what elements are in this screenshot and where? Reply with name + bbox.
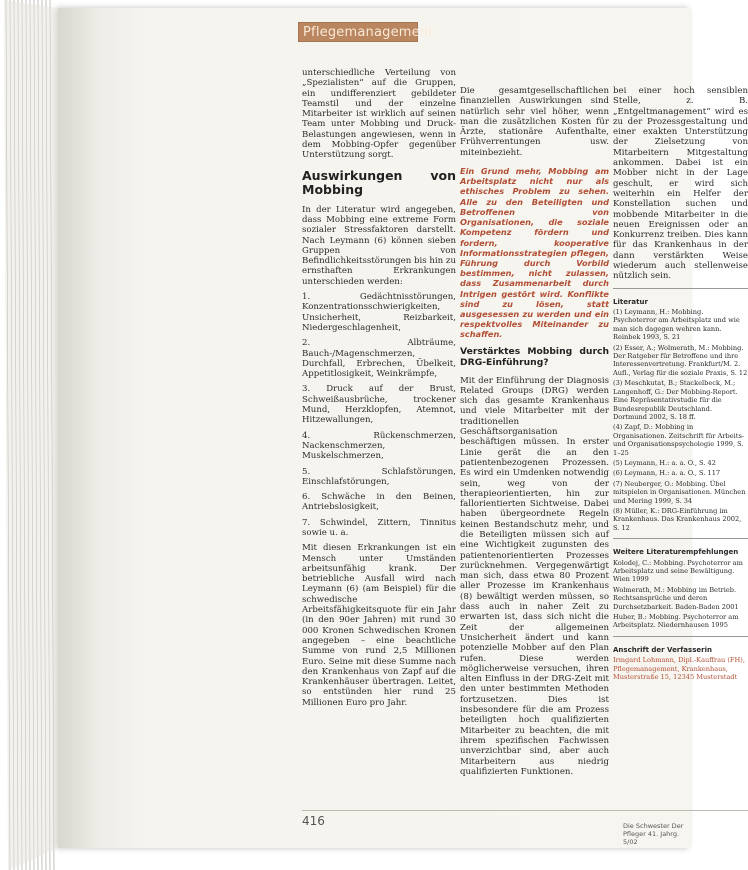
pull-quote: Ein Grund mehr, Mobbing am Arbeitsplatz nicht nur als ethisches Problem zu sehen. Alle zu den Beteiligten und Betroffenen von Organisationen, die soziale Kompetenz fördern und fordern, kooperative Informationsstrategien pflegen, Führung durch Vorbild bestimmen, nicht zulassen, dass Zusammenarbeit durch Intrigen gestört wird. Konflikte sind zu lösen, statt ausgesessen zu werden und ein respektvolles Miteinander zu schaffen. [460,166,609,340]
page-stack-edges [0,0,120,870]
heading-auswirkungen: Auswirkungen von Mobbing [302,167,456,197]
further-item: Kolodej, C.: Mobbing. Psychoterror am Arbeitsplatz und seine Bewältigung. Wien 1999 [613,558,743,584]
reference-item: (4) Zapf, D.: Mobbing in Organisationen. Zeitschrift für Arbeits- und Organisationspsychologie 1999, S. 1–25 [613,423,745,457]
footer-rule [302,810,748,811]
author-box [613,636,748,682]
list-item: 4. Rückenschmerzen, Nackenschmerzen, Muskelschmerzen, [302,430,456,462]
col2-paragraph-1: Die gesamtgesellschaftlichen finanziellen Auswirkungen sind natürlich sehr viel höher, wenn man die zusätzlichen Kosten für Ärzte, stationäre Aufenthalte, Frühverrentungen usw. miteinbezieht. [460,86,609,158]
author-label: Anschrift der Verfasserin [613,645,712,654]
list-item: 3. Druck auf der Brust, Schweißausbrüche, trockener Mund, Herzklopfen, Atemnot, Hitzewallungen, [302,384,456,426]
col1-paragraph-1: In der Literatur wird angegeben, dass Mobbing eine extreme Form sozialer Stressfaktoren darstellt. Nach Leymann (6) können sieben Gruppen von Befindlichkeitsstörungen bis hin zu ernsthaften Erkrankungen unterschieden werden: [302,204,456,287]
section-banner [298,22,434,42]
heading-drg: Verstärktes Mobbing durch DRG-Einführung? [460,345,609,368]
col3-paragraph-1: bei einer hoch sensiblen Stelle, z. B. „Entgeltmanagement“ wird es zu der Prozessgestaltung und einer exakten Unterstützung der Zielsetzung von Mitarbeitern Mitgestaltung ankommen. Dabei ist ein Mobber nicht in der Lage geschult, er wird sich weiterhin ein Helfer der Konstellation suchen und mobbende Mitarbeiter in die neuen Ereignissen oder an Konkurrenz treiben. Dies kann für das Krankenhaus in der dann verstärkten Weise wiederum auch stellenweise nützlich sein. [613,86,748,282]
symptom-list [302,292,456,538]
list-item: 6. Schwäche in den Beinen, Antriebslosigkeit, [302,492,456,513]
references-label: Literatur [613,297,648,306]
author-address: Irmgard Lohmann, Dipl.-Kauffrau (FH), Pflegemanagement, Krankenhaus, Musterstraße 15, 12345 Musterstadt [613,656,745,682]
column-2 [460,86,609,782]
page-number: 416 [302,814,325,828]
list-item: 2. Albträume, Bauch-/Magenschmerzen, Durchfall, Erbrechen, Übelkeit, Appetitlosigkeit, Weinkrämpfe, [302,338,456,380]
reference-item: (1) Leymann, H.: Mobbing. Psychoterror am Arbeitsplatz und wie man sich dagegen wehren kann. Reinbek 1993, S. 21 [613,308,740,342]
further-item: Wolmerath, M.: Mobbing im Betrieb. Rechtsansprüche und deren Durchsetzbarkeit. Baden-Baden 2001 [613,585,739,611]
reference-item: (7) Neuberger, O.: Mobbing. Übel mitspielen in Organisationen. München und Mering 1999, S. 34 [613,479,746,505]
section-title: Pflegemanagement [303,25,434,40]
reference-item: (6) Leymann, H.: a. a. O., S. 117 [613,469,721,478]
list-item: 5. Schlafstörungen, Einschlafstörungen, [302,466,456,487]
list-item: 7. Schwindel, Zittern, Tinnitus sowie u. a. [302,517,456,538]
reference-item: (5) Leymann, H.: a. a. O., S. 42 [613,458,716,467]
column-3 [613,86,748,683]
references [613,288,748,533]
col2-paragraph-2: Mit der Einführung der Diagnosis Related Groups (DRG) werden sich das gesamte Krankenhaus und viele Mitarbeiter mit der traditionellen Geschäftsorganisation beschäftigen müssen. In erster Linie gerät die an den patientenbezogenen Prozessen. Es wird ein Umdenken notwendig sein, weg von der therapieorientierten, hin zur fallorientierten Sichtweise. Dabei haben übergeordnete Regeln keinen Bestandschutz mehr, und die Beteiligten müssen sich auf eine Wichtigkeit zugunsten des patientenorientierten Prozesses zurücknehmen. Vergegenwärtigt man sich, dass etwa 80 Prozent aller Prozesse im Krankenhaus (8) bewältigt werden müssen, so dass auch in naher Zeit zu erwarten ist, dass sich nicht die Zeit der allgemeinen Unsicherheit ändert und kann potenzielle Mobber auf den Plan rufen. Diese werden möglicherweise versuchen, ihren alten Einfluss in der DRG-Zeit mit den unter bestimmten Methoden fortzusetzen. Dies ist insbesondere für die am Prozess beteiligten hoch qualifizierten Mitarbeiter zu beachten, die mit ihrem spezifischen Fachwissen unverzichtbar sind, aber auch Mitarbeitern aus niedrig qualifizierten Funktionen. [460,375,609,777]
list-item: 1. Gedächtnisstörungen, Konzentrationsschwierigkeiten, Unsicherheit, Reizbarkeit, Niedergeschlagenheit, [302,292,456,333]
further-reading [613,538,748,630]
col1-paragraph-2: Mit diesen Erkrankungen ist ein Mensch unter Umständen arbeitsunfähig krank. Der betriebliche Ausfall wird nach Leymann (6) (am Beispiel) für die schwedische Arbeitsfähigkeitsquote für ein Jahr (in den 90er Jahren) mit rund 30 000 Kronen Schwedischen Kronen angegeben – eine beachtliche Summe von rund 2,5 Millionen Euro. Seine mit diese Summe nach den Krankenhaus von Zapf auf die Krankenhäuser übertragen. Leitet, so entstünden hier rund 25 Millionen Euro pro Jahr. [302,543,456,708]
journal-footer: Die Schwester Der Pfleger 41. Jahrg. 5/02 [623,822,684,846]
reference-item: (8) Müller, K.: DRG-Einführung im Krankenhaus. Das Krankenhaus 2002, S. 12 [613,506,742,532]
book-page [58,8,748,848]
reference-item: (2) Esser, A.; Wolmerath, M.: Mobbing. Der Ratgeber für Betroffene und ihre Interessenvertretung. Frankfurt/M. 2. Aufl., Verlag für die soziale Praxis, S. 12 [613,343,748,377]
col1-intro: unterschiedliche Verteilung von „Spezialisten“ auf die Gruppen, ein undifferenziert gebildeter Teamstil und der einzelne Mitarbeiter ist wirklich auf seinen Team unter Mobbing und Druck-Belastungen angewiesen, wenn in dem Mobbing-Opfer gegenüber Unterstützung sorgt. [302,68,456,161]
further-item: Huber, B.: Mobbing. Psychoterror am Arbeitsplatz. Niedernhausen 1995 [613,613,739,630]
column-1 [302,68,456,713]
further-reading-label: Weitere Literaturempfehlungen [613,548,739,557]
reference-item: (3) Meschkutat, B.; Stackelbeck, M.; Langenhoff, G.: Der Mobbing-Report. Eine Repräsentativstudie für die Bundesrepublik Deutschland. Dortmund 2002, S. 18 ff. [613,379,738,421]
